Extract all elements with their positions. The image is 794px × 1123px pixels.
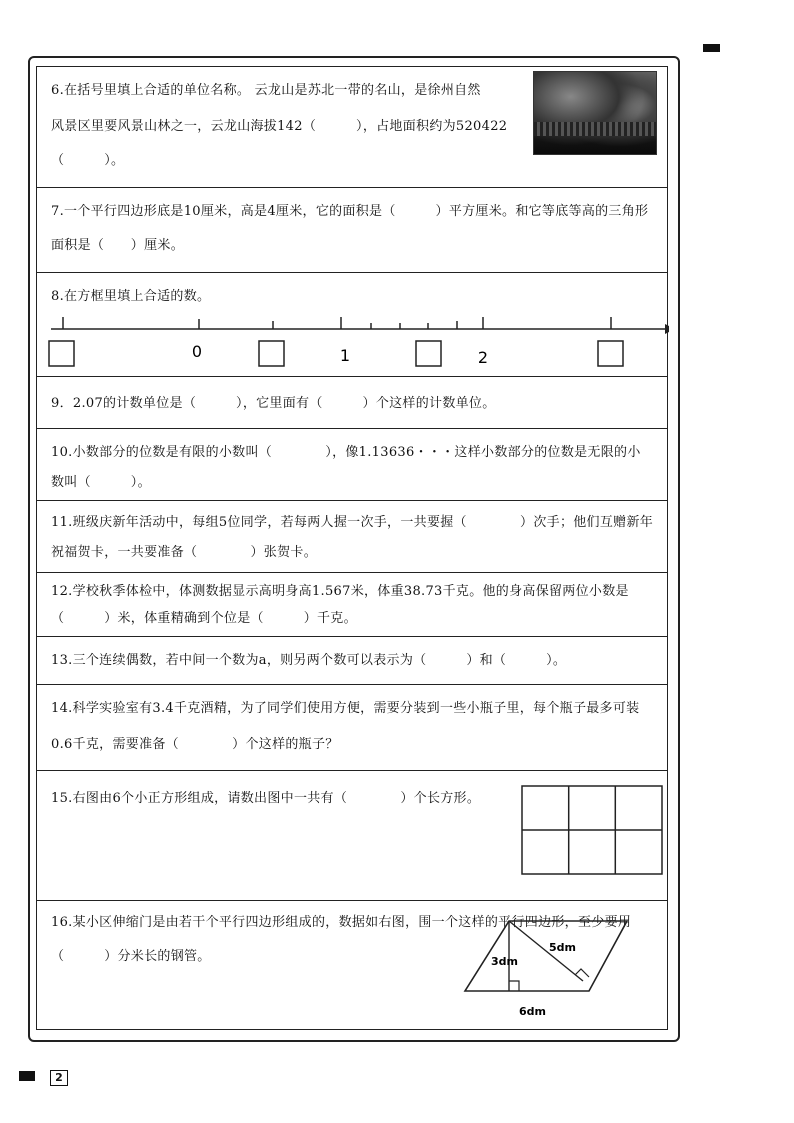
question-6 — [37, 67, 667, 188]
rectangle-grid-figure — [521, 785, 665, 877]
yunlong-mountain-photo — [533, 71, 657, 155]
corner-mark-top-right — [703, 44, 720, 52]
q14-line-1: 14.科学实验室有3.4千克酒精，为了同学们使用方便，需要分装到一些小瓶子里，每个瓶子最多可装 — [51, 701, 640, 716]
label-base-6dm: 6dm — [519, 1005, 546, 1018]
parallelogram-figure — [457, 907, 657, 1023]
answer-box-1[interactable] — [49, 341, 74, 366]
label-height-3dm: 3dm — [491, 955, 518, 968]
q12-line-2: （ ）米，体重精确到个位是（ ）千克。 — [51, 611, 357, 626]
q6-line-1: 6.在括号里填上合适的单位名称。 云龙山是苏北一带的名山，是徐州自然 — [51, 83, 481, 98]
q10-line-1: 10.小数部分的位数是有限的小数叫（ ），像1.13636・・・这样小数部分的位数是无限的小 — [51, 445, 641, 460]
answer-box-3[interactable] — [416, 341, 441, 366]
q14-line-2: 0.6千克，需要准备（ ）个这样的瓶子？ — [51, 737, 339, 752]
q11-line-1: 11.班级庆新年活动中，每组5位同学，若每两人握一次手，一共要握（ ）次手；他们互赠新年 — [51, 515, 654, 530]
tick-label-2: 2 — [477, 348, 489, 367]
label-side-5dm: 5dm — [549, 941, 576, 954]
q7-line-2: 面积是（ ）厘米。 — [51, 238, 185, 253]
tick-label-0: 0 — [191, 342, 203, 361]
q16-line-2: （ ）分米长的钢管。 — [51, 949, 211, 964]
question-13 — [37, 637, 667, 685]
q16-line-1: 16.某小区伸缩门是由若干个平行四边形组成的，数据如右图，围一个这样的平行四边形，至少要用 — [51, 915, 632, 930]
q6-line-2: 风景区里要风景山林之一，云龙山海拔142（ ），占地面积约为520422 — [51, 119, 508, 134]
q13-line-1: 13.三个连续偶数，若中间一个数为a，则另两个数可以表示为（ ）和（ ）。 — [51, 653, 567, 668]
page-number: 2 — [50, 1070, 68, 1086]
question-14 — [37, 685, 667, 771]
corner-mark-bottom-left — [19, 1071, 35, 1081]
question-10 — [37, 429, 667, 501]
question-16 — [37, 901, 667, 1031]
tick-label-1: 1 — [339, 346, 351, 365]
q9-line-1: 9．2.07的计数单位是（ ），它里面有（ ）个这样的计数单位。 — [51, 396, 496, 411]
question-12 — [37, 573, 667, 637]
q7-line-1: 7.一个平行四边形底是10厘米，高是4厘米，它的面积是（ ）平方厘米。和它等底等高的三角形 — [51, 204, 649, 219]
question-8 — [37, 273, 667, 377]
q12-line-1: 12.学校秋季体检中，体测数据显示高明身高1.567米，体重38.73千克。他的身高保留两位小数是 — [51, 584, 629, 599]
question-9 — [37, 377, 667, 429]
q8-line-1: 8.在方框里填上合适的数。 — [51, 289, 211, 304]
answer-box-2[interactable] — [259, 341, 284, 366]
question-7 — [37, 188, 667, 273]
q11-line-2: 祝福贺卡，一共要准备（ ）张贺卡。 — [51, 545, 318, 560]
answer-box-4[interactable] — [598, 341, 623, 366]
question-table — [36, 66, 668, 1030]
question-15 — [37, 771, 667, 901]
q6-line-3: （ ）。 — [51, 153, 125, 168]
number-line — [37, 273, 669, 377]
q10-line-2: 数叫（ ）。 — [51, 475, 151, 490]
q15-line-1: 15.右图由6个小正方形组成，请数出图中一共有（ ）个长方形。 — [51, 791, 481, 806]
question-11 — [37, 501, 667, 573]
